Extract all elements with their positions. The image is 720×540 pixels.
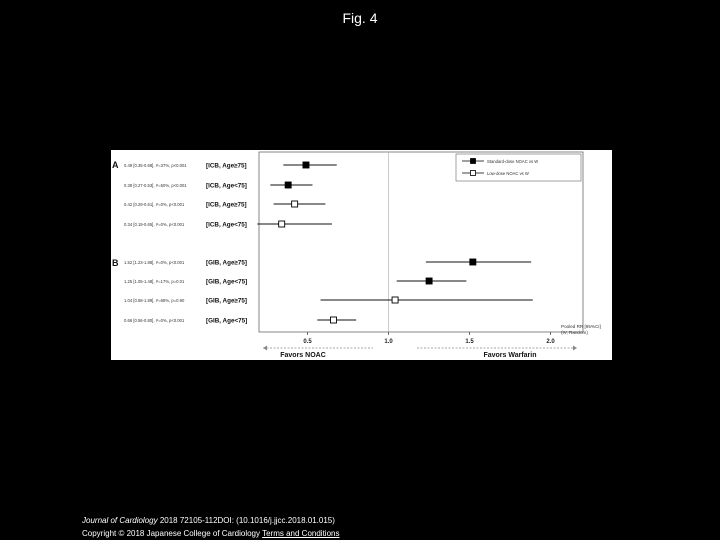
favors-noac-arrowhead [263,346,267,351]
row-label: [GIB, Age≥75] [206,297,248,305]
x-tick-label: 1.5 [465,339,474,345]
row-stats: 0.49 [0.35-0.68], I²=37%, p<0.001 [124,163,187,168]
estimate-marker-filled [470,259,476,265]
legend-marker [471,159,476,164]
row-stats: 1.52 [1.23-1.88], I²=0%, p<0.001 [124,260,185,265]
terms-link[interactable]: Terms and Conditions [262,529,340,538]
figure-title: Fig. 4 [342,10,378,26]
row-stats: 0.34 [0.19-0.65], I²=0%, p<0.001 [124,222,185,227]
favors-noac-label: Favors NOAC [280,352,326,359]
row-stats: 1.04 [0.58-1.89], I²=68%, p=0.90 [124,298,185,303]
forest-plot [111,150,612,360]
estimate-marker-open [292,201,298,207]
forest-plot-figure [111,150,612,360]
estimate-marker-filled [285,182,291,188]
row-label: [ICB, Age<75] [206,182,247,190]
favors-warfarin-label: Favors Warfarin [483,352,537,359]
copyright-text: Copyright © 2018 Japanese College of Cardiology [82,529,263,538]
pooled-label: (IV, Random) [561,330,588,335]
row-stats: 0.38 [0.27-0.53], I²=50%, p<0.001 [124,183,187,188]
group-label: B [112,258,119,268]
legend-marker [471,171,476,176]
row-label: [GIB, Age≥75] [206,259,248,267]
row-label: [GIB, Age<75] [206,278,248,286]
copyright-line [82,527,339,540]
estimate-marker-open [392,297,398,303]
row-label: [GIB, Age<75] [206,317,248,325]
estimate-marker-open [331,317,337,323]
group-label: A [112,160,119,170]
x-tick-label: 2.0 [546,339,555,345]
favors-warfarin-arrowhead [573,346,577,351]
citation-text: 2018 72105-112DOI: (10.1016/j.jjcc.2018.01.015) [157,516,335,525]
legend-entry: Low-dose NOAC vs W [487,171,529,176]
estimate-marker-open [279,221,285,227]
row-label: [ICB, Age≥75] [206,162,247,170]
row-label: [ICB, Age≥75] [206,201,247,209]
row-stats: 0.42 [0.29-0.61], I²=0%, p<0.001 [124,202,185,207]
x-tick-label: 0.5 [303,339,312,345]
x-tick-label: 1.0 [384,339,393,345]
row-stats: 0.66 [0.56-0.80], I²=0%, p<0.001 [124,318,185,323]
estimate-marker-filled [426,278,432,284]
pooled-label: Pooled RR [95%CI] [561,324,601,329]
row-stats: 1.25 [1.05-1.48], I²=17%, p=0.01 [124,279,185,284]
row-label: [ICB, Age<75] [206,221,247,229]
journal-name: Journal of Cardiology [82,516,158,525]
figure-caption [82,514,339,540]
citation-line [82,514,339,527]
legend-entry: Standard-dose NOAC vs W [487,159,539,164]
estimate-marker-filled [303,162,309,168]
